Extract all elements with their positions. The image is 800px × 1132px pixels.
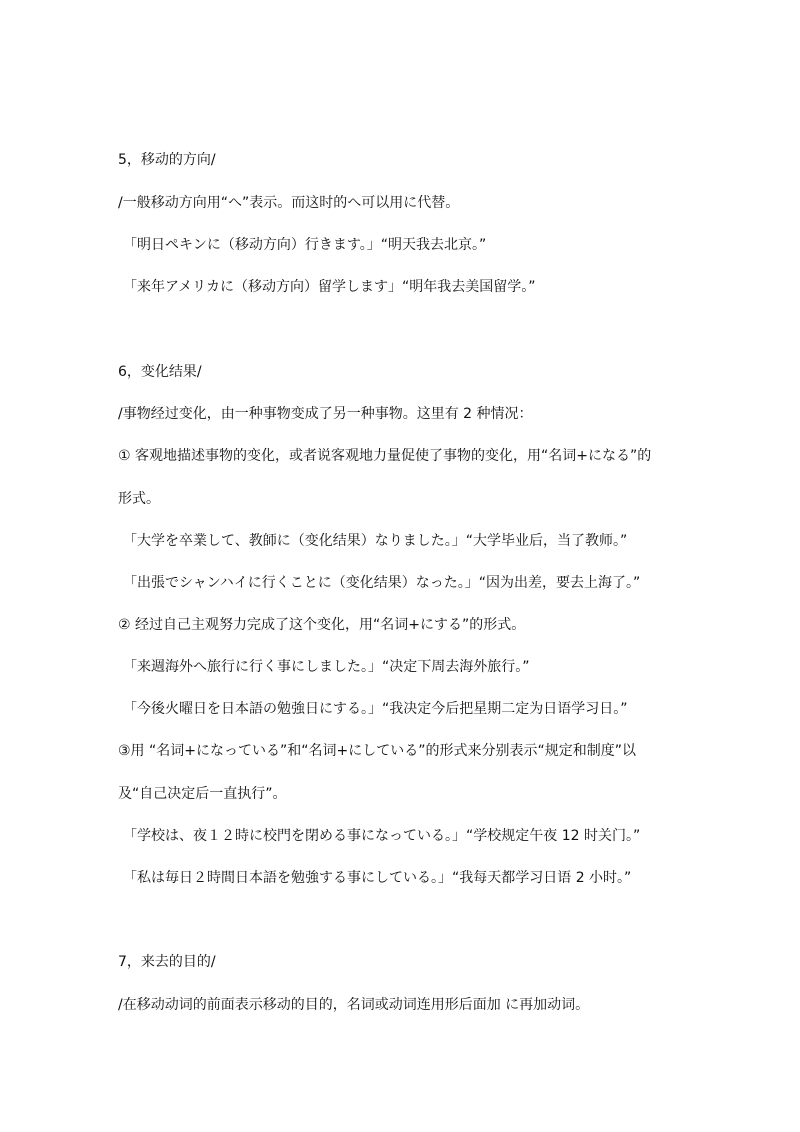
example-sentence: 「来年アメリカに（移动方向）留学します」“明年我去美国留学。” (123, 279, 536, 295)
paragraph-text: ③用 “名词+になっている”和“名词+にしている”的形式来分别表示“规定和制度”以 (118, 743, 636, 759)
example-sentence: 「明日ペキンに（移动方向）行きます。」“明天我去北京。” (123, 237, 487, 253)
example-sentence: 「出張でシャンハイに行くことに（变化结果）なった。」“因为出差，要去上海了。” (123, 575, 641, 591)
example-sentence: 「来週海外へ旅行に行く事にしました。」“决定下周去海外旅行。” (123, 659, 530, 675)
paragraph-text: ② 经过自己主观努力完成了这个变化，用“名词+にする”的形式。 (118, 617, 526, 633)
paragraph-text: /在移动动词的前面表示移动的目的，名词或动词连用形后面加 に再加动词。 (118, 997, 590, 1013)
paragraph-text: 形式。 (118, 491, 160, 507)
example-sentence: 「大学を卒業して、教師に（变化结果）なりました。」“大学毕业后，当了教师。” (123, 533, 628, 549)
section-heading-5: 5，移动的方向/ (118, 152, 216, 168)
paragraph-text: /一般移动方向用“へ”表示。而这时的へ可以用に代替。 (118, 195, 460, 211)
example-sentence: 「学校は、夜１２時に校門を閉める事になっている。」“学校规定午夜 12 时关门。” (123, 828, 641, 844)
section-heading-7: 7，来去的目的/ (118, 954, 216, 970)
paragraph-text: ① 客观地描述事物的变化，或者说客观地力量促使了事物的变化，用“名词+になる”的 (118, 448, 652, 464)
paragraph-text: 及“自己决定后一直执行”。 (118, 786, 287, 802)
paragraph-text: /事物经过变化，由一种事物变成了另一种事物。这里有 2 种情况： (118, 406, 533, 422)
example-sentence: 「今後火曜日を日本語の勉強日にする。」“我决定今后把星期二定为日语学习日。” (123, 701, 628, 717)
section-heading-6: 6，变化结果/ (118, 364, 202, 380)
example-sentence: 「私は毎日２時間日本語を勉強する事にしている。」“我每天都学习日语 2 小时。” (123, 870, 632, 886)
